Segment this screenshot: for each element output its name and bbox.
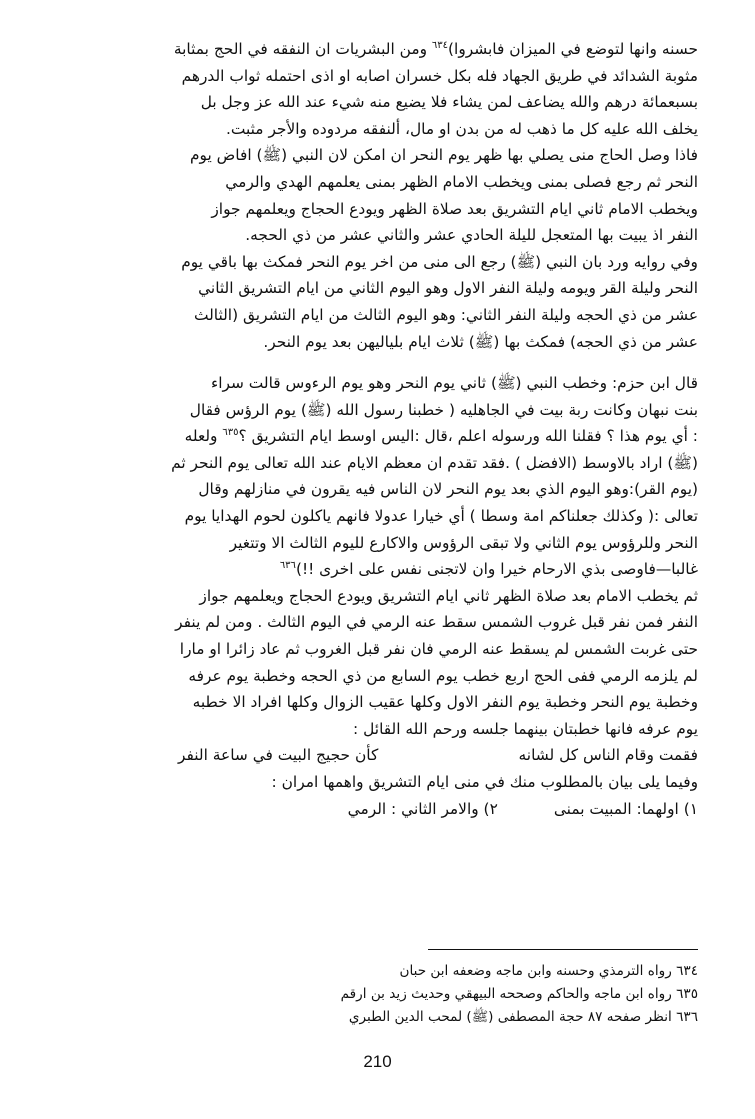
line-text: حسنه وانها لتوضع في الميزان فابشروا) [448, 40, 698, 58]
verse-first-hemistich: فقمت وقام الناس كل لشانه [518, 746, 698, 765]
text-line: وفيما يلى بيان بالمطلوب منك في منى ايام التشريق واهمها امران : [271, 772, 698, 791]
text-line: النفر فمن نفر قبل غروب الشمس سقط عنه الرمي في اليوم الثالث . ومن لم ينفر [175, 613, 698, 632]
numbered-items [58, 796, 698, 823]
text-line: (يوم القر):وهو اليوم الذي بعد يوم النحر لان الناس فيه يقرون في منازلهم وقال [198, 480, 698, 499]
text-line: النحر ثم رجع فصلى بمنى ويخطب الامام الظهر بمنى يعلمهم الهدي والرمي [225, 172, 698, 191]
text-line: عشر من ذي الحجه) فمكث بها (ﷺ) ثلاث ايام بلياليهن بعد يوم النحر. [263, 332, 698, 351]
text-line: حتى غربت الشمس لم يسقط عنه الرمي فان نفر قبل الغروب ثم عاد زائرا او مارا [179, 639, 698, 658]
text-line: يخلف الله عليه كل ما ذهب له من بدن او مال، ألنفقه مردوده والأجر مثبت. [226, 119, 698, 138]
poetry-verse [58, 742, 698, 769]
footnote-separator [428, 949, 698, 950]
text-line: مثوبة الشدائد في طريق الجهاد فله بكل خسران اصابه او اذى احتمله ثواب الدرهم [181, 66, 698, 85]
paragraph-block-2 [58, 370, 698, 822]
text-line: النحر وليلة القر ويومه وليلة النفر الاول وهو اليوم الثاني من ايام التشريق الثاني [198, 279, 698, 298]
list-item-1: ١) اولهما: المبيت بمنى [553, 799, 698, 818]
text-line: وخطبة يوم النحر وخطبة يوم النفر الاول وكلها عقيب الزوال وكلها افراد الا خطبه [192, 693, 698, 712]
text-line: قال ابن حزم: وخطب النبي (ﷺ) ثاني يوم النحر وهو يوم الرءوس قالت سراء [211, 374, 698, 392]
page-number: 210 [363, 1052, 392, 1071]
text-line [58, 36, 698, 63]
footnote-marker-635[interactable]: ٦٣٥ [222, 427, 239, 439]
footnote-634: ٦٣٤ رواه الترمذي وحسنه وابن ماجه وضعفه ابن حبان [399, 963, 698, 979]
verse-second-hemistich: كأن حجيج البيت في ساعة النفر [178, 746, 379, 765]
text-line: النفر اذ يبيت بها المتعجل لليلة الحادي عشر والثاني عشر من ذي الحجه. [245, 226, 698, 245]
footnote-636: ٦٣٦ انظر صفحه ٨٧ حجة المصطفى (ﷺ) لمحب الدين الطبري [348, 1009, 698, 1025]
footnote-marker-636[interactable]: ٦٣٦ [279, 560, 296, 572]
text-line: (ﷺ) اراد بالاوسط (الافضل ) .فقد تقدم ان معظم الايام عند الله تعالى يوم النحر ثم [171, 453, 698, 472]
text-line: وفي روايه ورد بان النبي (ﷺ) رجع الى منى من اخر يوم النحر فمكث بها باقي يوم [181, 252, 698, 271]
text-line: يوم عرفه فانها خطبتان بينهما جلسه ورحم الله القائل : [353, 719, 698, 738]
list-item-2: ٢) والامر الثاني : الرمي [347, 799, 498, 818]
paragraph-block-1 [58, 36, 698, 355]
line-text: ومن البشريات ان النفقه في الحج بمثابة [173, 40, 428, 58]
line-text: غالبا—فاوصى بذي الارحام خيرا وان لاتجنى نفس على اخرى !!) [295, 560, 698, 579]
line-text: ولعله [184, 427, 218, 446]
text-line [58, 556, 698, 583]
text-line: بنت نبهان وكانت ربة بيت في الجاهليه ( خطبنا رسول الله (ﷺ) يوم الرؤس فقال [189, 400, 698, 419]
text-line: لم يلزمه الرمي ففى الحج اربع خطب يوم السابع من ذي الحجه وخطبة يوم عرفه [188, 666, 698, 685]
text-line [58, 423, 698, 450]
footnotes [60, 960, 698, 1029]
text-line: عشر من ذي الحجه وليلة النفر الثاني: وهو اليوم الثالث من ايام التشريق (الثالث [193, 305, 698, 324]
text-line: بسبعمائة درهم والله يضاعف لمن يشاء فلا يضيع منه شيء عند الله عز وجل بل [200, 93, 698, 112]
text-line: ويخطب الامام ثاني ايام التشريق بعد صلاة الظهر ويودع الحجاج ويعلمهم جواز [211, 199, 698, 218]
footnote-635: ٦٣٥ رواه ابن ماجه والحاكم وصححه البيهقي وحديث زيد بن ارقم [340, 986, 698, 1002]
line-text: : أي يوم هذا ؟ فقلنا الله ورسوله اعلم ،قال :اليس اوسط ايام التشريق ؟ [238, 427, 698, 446]
text-line: تعالى :( وكذلك جعلناكم امة وسطا ) أي خيارا عدولا فانهم ياكلون لحوم الهدايا يوم [184, 506, 698, 525]
text-line: فاذا وصل الحاج منى يصلي بها ظهر يوم النحر ان امكن لان النبي (ﷺ) افاض يوم [190, 146, 698, 165]
footnote-marker-634[interactable]: ٦٣٤ [431, 39, 449, 51]
text-line: النحر وللرؤوس يوم الثاني ولا تبقى الرؤوس والاكارع لليوم الثالث الا وتتغير [229, 533, 698, 552]
text-line: ثم يخطب الامام بعد صلاة الظهر ثاني ايام التشريق ويودع الحجاج ويعلمهم جواز [199, 586, 698, 605]
